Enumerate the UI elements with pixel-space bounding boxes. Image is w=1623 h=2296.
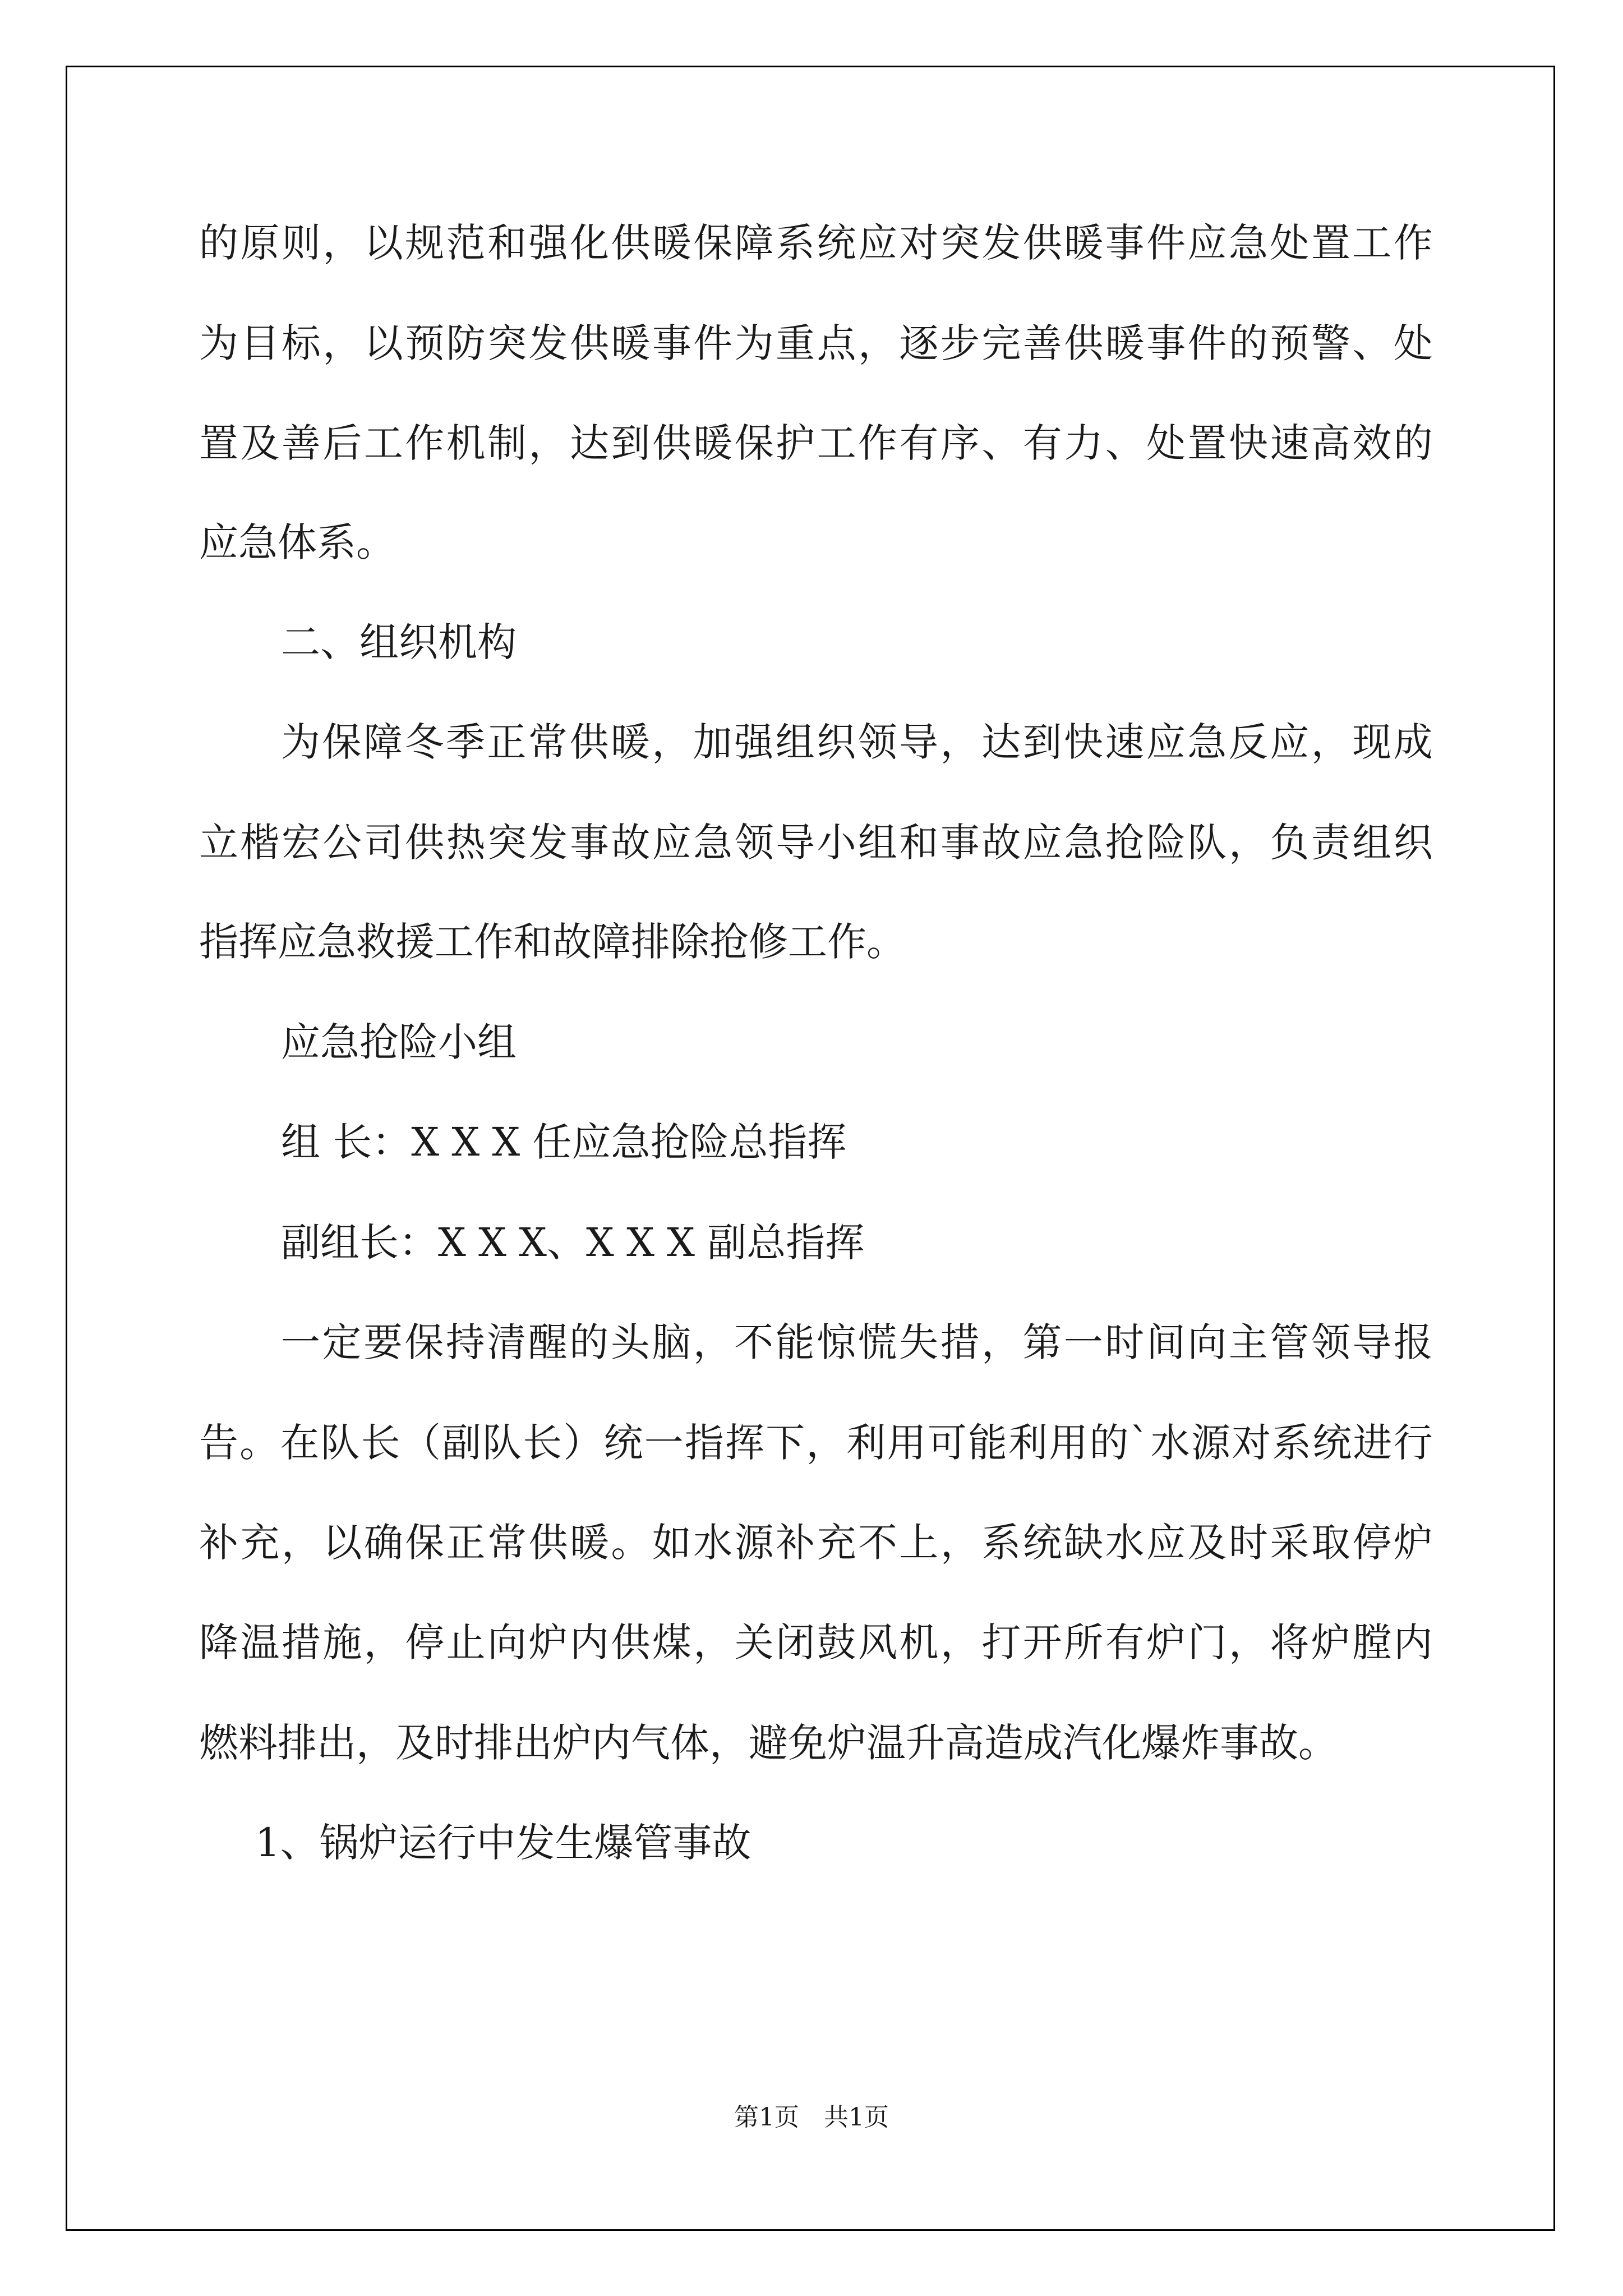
text-line: 的 原 则 ， 以 规 范 和 强 化 供 暖 保 障 系 统 应 对 突 发 供 暖 事 件 应 急 处 置 工 作	[199, 220, 1433, 266]
text-line: 为 目 标 ， 以 预 防 突 发 供 暖 事 件 为 重 点 ， 逐 步 完 善 供 暖 事 件 的 预 警 、 处	[199, 320, 1433, 366]
page-footer: 第1页 共1页	[734, 2103, 889, 2132]
text-line: 二、组织机构	[281, 619, 517, 665]
text-line: 立 楷 宏 公 司 供 热 突 发 事 故 应 急 领 导 小 组 和 事 故 应 急 抢 险 队 ， 负 责 组 织	[199, 820, 1433, 866]
text-line: 补 充 ， 以 确 保 正 常 供 暖 。 如 水 源 补 充 不 上 ， 系 统 缺 水 应 及 时 采 取 停 炉	[199, 1520, 1433, 1566]
text-line: 指挥应急救援工作和故障排除抢修工作。	[199, 919, 906, 965]
text-line: 应急抢险小组	[281, 1019, 517, 1065]
text-line: 为 保 障 冬 季 正 常 供 暖 ， 加 强 组 织 领 导 ， 达 到 快 速 应 急 反 应 ， 现 成	[281, 719, 1433, 765]
text-line: 1、锅炉运行中发生爆管事故	[255, 1820, 751, 1866]
text-line: 组 长：X X X 任应急抢险总指挥	[281, 1119, 847, 1165]
text-line: 置 及 善 后 工 作 机 制 ， 达 到 供 暖 保 护 工 作 有 序 、 有 力 、 处 置 快 速 高 效 的	[199, 420, 1433, 466]
text-line: 告 。 在 队 长 （ 副 队 长 ） 统 一 指 挥 下 ， 利 用 可 能 利 用 的 ` 水 源 对 系 统 进 行	[199, 1420, 1433, 1466]
text-line: 应急体系。	[199, 519, 395, 565]
text-line: 降 温 措 施 ， 停 止 向 炉 内 供 煤 ， 关 闭 鼓 风 机 ， 打 开 所 有 炉 门 ， 将 炉 膛 内	[199, 1619, 1433, 1665]
text-line: 燃料排出，及时排出炉内气体，避免炉温升高造成汽化爆炸事故。	[199, 1720, 1338, 1766]
text-line: 副组长：X X X、X X X 副总指挥	[281, 1220, 865, 1266]
text-line: 一 定 要 保 持 清 醒 的 头 脑 ， 不 能 惊 慌 失 措 ， 第 一 时 间 向 主 管 领 导 报	[281, 1319, 1433, 1365]
